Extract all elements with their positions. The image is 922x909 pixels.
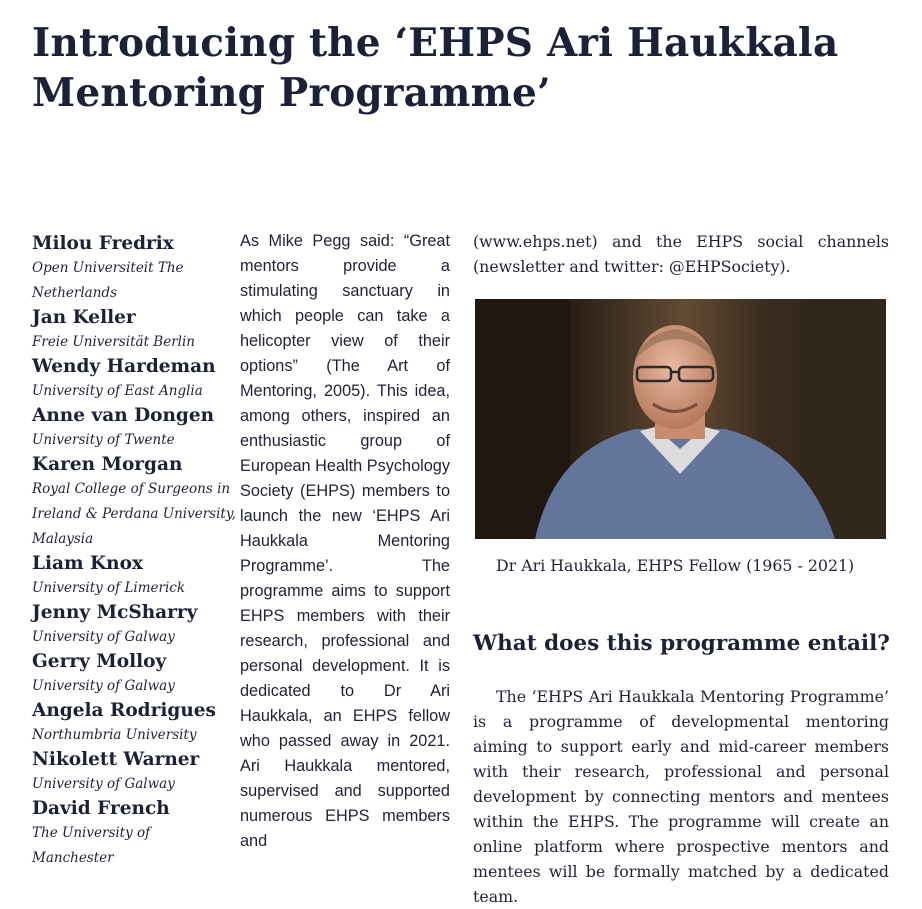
author-affiliation: University of Twente xyxy=(32,432,175,448)
section-heading: What does this programme entail? xyxy=(473,631,890,656)
author-name: Nikolett Warner xyxy=(32,749,200,770)
photo-caption: Dr Ari Haukkala, EHPS Fellow (1965 - 2021) xyxy=(496,556,855,575)
author-affiliation: Royal College of Surgeons in Ireland & Perdana University, Malaysia xyxy=(32,481,236,547)
author-affiliation: University of Galway xyxy=(32,776,175,792)
author-affiliation: University of Galway xyxy=(32,629,175,645)
continued-paragraph: (www.ehps.net) and the EHPS social channels (newsletter and twitter: @EHPSociety). xyxy=(473,232,889,276)
author-name: Wendy Hardeman xyxy=(32,356,216,377)
author-name: Jan Keller xyxy=(32,307,136,328)
author-list xyxy=(32,232,236,871)
author-name: Gerry Molloy xyxy=(32,651,167,672)
author-name: Karen Morgan xyxy=(32,454,183,475)
author-affiliation: Freie Universität Berlin xyxy=(32,334,195,350)
author-affiliation: University of East Anglia xyxy=(32,383,203,399)
intro-paragraph: As Mike Pegg said: “Great mentors provide a stimulating sanctuary in which people can take a helicopter view of their options” (The Art of Mentoring, 2005). This idea, among others, inspired an enthusiastic group of European Health Psychology Society (EHPS) members to launch the new ‘EHPS Ari Haukkala Mentoring Programme’. The programme aims to support EHPS members with their research, professional and personal development. It is dedicated to Dr Ari Haukkala, an EHPS fellow who passed away in 2021. Ari Haukkala mentored, supervised and supported numerous EHPS members and xyxy=(240,232,450,850)
author-name: Angela Rodrigues xyxy=(32,700,216,721)
author-name: Jenny McSharry xyxy=(32,602,198,623)
section-paragraph: The ‘EHPS Ari Haukkala Mentoring Programme’ is a programme of developmental mentoring aiming to support early and mid-career members with their research, professional and personal development by connecting mentors and mentees within the EHPS. The programme will create an online platform where prospective mentors and mentees will be formally matched by a dedicated team. xyxy=(473,687,889,906)
author-affiliation: The University of Manchester xyxy=(32,825,151,866)
author-affiliation: University of Limerick xyxy=(32,580,186,596)
author-name: Liam Knox xyxy=(32,553,143,574)
portrait-photo xyxy=(475,299,886,539)
portrait-illustration xyxy=(475,299,886,539)
author-name: Milou Fredrix xyxy=(32,233,174,254)
author-affiliation: Open Universiteit The Netherlands xyxy=(32,260,184,301)
article-title: Introducing the ‘EHPS Ari Haukkala Mentoring Programme’ xyxy=(32,20,839,116)
author-name: David French xyxy=(32,798,170,819)
author-name: Anne van Dongen xyxy=(32,405,215,426)
author-affiliation: University of Galway xyxy=(32,678,175,694)
author-affiliation: Northumbria University xyxy=(32,727,197,743)
